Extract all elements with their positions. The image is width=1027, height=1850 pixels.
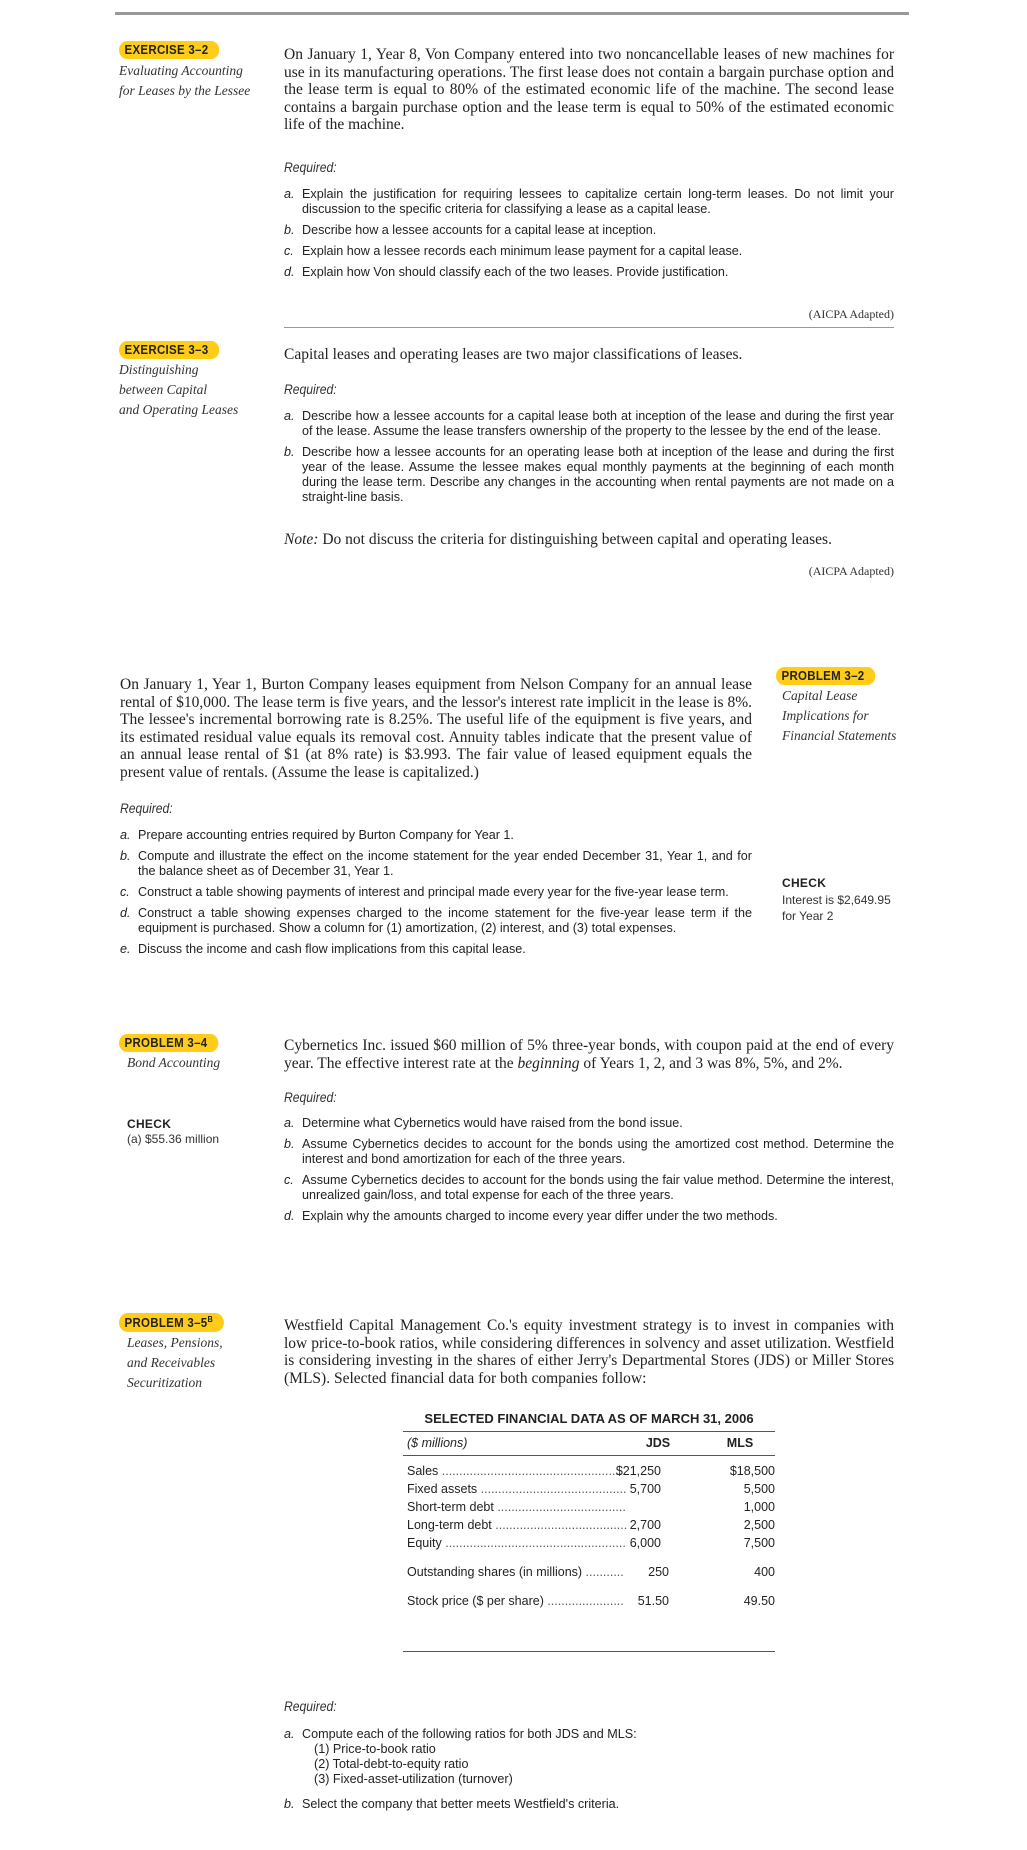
item-letter: c. bbox=[284, 1173, 294, 1187]
list-item bbox=[284, 1173, 894, 1203]
table-row bbox=[407, 1500, 779, 1518]
item-text: Describe how a lessee accounts for a capital lease both at inception of the lease and during the first year of the lease. Assume the lease transfers ownership of the property to the lessee by the end of the lease. bbox=[302, 409, 894, 438]
item-text: Assume Cybernetics decides to account for the bonds using the fair value method. Determine the interest, unrealized gain/loss, and total expense for each of the three years. bbox=[302, 1173, 894, 1202]
table-row bbox=[407, 1482, 779, 1500]
table-row bbox=[407, 1594, 779, 1612]
row-label: Equity ..... bbox=[407, 1536, 627, 1550]
subtitle-line: Implications for bbox=[782, 708, 869, 723]
cell-mls: 49.50 bbox=[743, 1594, 775, 1608]
check-label: CHECK bbox=[127, 1117, 172, 1131]
exercise-3-2-required: Required: bbox=[284, 160, 337, 175]
list-item bbox=[284, 445, 894, 505]
item-text: Compute and illustrate the effect on the income statement for the year ended December 31, Year 1, and for the balance sheet as of December 31, Year 1. bbox=[138, 849, 752, 878]
problem-3-2-check bbox=[782, 876, 932, 924]
table-row bbox=[407, 1518, 779, 1536]
cell-mls: 400 bbox=[754, 1565, 775, 1579]
cell-mls: 2,500 bbox=[743, 1518, 775, 1532]
financial-table-header bbox=[403, 1433, 775, 1455]
sub-item: (2) Total-debt-to-equity ratio bbox=[314, 1757, 469, 1771]
list-item bbox=[284, 1727, 894, 1787]
exercise-3-3-items bbox=[284, 409, 894, 511]
problem-3-2-required: Required: bbox=[120, 801, 173, 816]
exercise-3-3-sidebar bbox=[119, 341, 269, 420]
list-item bbox=[284, 244, 894, 259]
problem-3-2-tag: PROBLEM 3–2 bbox=[776, 667, 875, 685]
subtitle-line: and Operating Leases bbox=[119, 402, 239, 417]
cell-mls: $18,500 bbox=[729, 1464, 775, 1478]
table-row bbox=[407, 1464, 779, 1482]
financial-table-body bbox=[407, 1464, 775, 1644]
list-item bbox=[284, 1137, 894, 1167]
subtitle-line: Leases, Pensions, bbox=[127, 1335, 223, 1351]
item-text: Determine what Cybernetics would have raised from the bond issue. bbox=[302, 1116, 683, 1130]
item-letter: a. bbox=[120, 828, 131, 842]
cell-mls: 7,500 bbox=[743, 1536, 775, 1550]
table-unit: ($ millions) bbox=[407, 1436, 468, 1450]
list-item bbox=[120, 885, 752, 900]
item-text: Describe how a lessee accounts for a capital lease at inception. bbox=[302, 223, 657, 237]
problem-3-2-subtitle bbox=[782, 686, 936, 746]
item-text: Explain how a lessee records each minimum lease payment for a capital lease. bbox=[302, 244, 743, 258]
problem-3-5-items bbox=[284, 1727, 894, 1818]
problem-3-2-text: On January 1, Year 1, Burton Company leases equipment from Nelson Company for an annual lease rental of $10,000. The lease term is five years, and the lessor's interest rate implicit in the lease is 8%. The lessee's incremental borrowing rate is 8.25%. The useful life of the equipment is five years, and its estimated residual value equals its removal cost. Annuity tables indicate that the present value of an annual lease rental of $1 (at 8% rate) is $3.993. The fair value of leased equipment equals the present value of rentals. (Assume the lease is capitalized.) bbox=[120, 676, 752, 781]
check-label: CHECK bbox=[782, 876, 827, 890]
item-letter: a. bbox=[284, 1727, 295, 1741]
list-item bbox=[284, 187, 894, 217]
table-row bbox=[407, 1565, 779, 1583]
item-text: Prepare accounting entries required by Burton Company for Year 1. bbox=[138, 828, 514, 842]
exercise-3-2-tag: EXERCISE 3–2 bbox=[119, 41, 219, 59]
list-item bbox=[284, 1797, 894, 1812]
problem-3-5-tag bbox=[119, 1313, 224, 1332]
item-text: Construct a table showing payments of interest and principal made every year for the five-year lease term. bbox=[138, 885, 729, 899]
section-divider bbox=[284, 327, 894, 328]
text-emphasis: beginning bbox=[517, 1054, 580, 1072]
item-letter: d. bbox=[284, 1209, 295, 1223]
cell-mls: 5,500 bbox=[743, 1482, 775, 1496]
item-letter: d. bbox=[120, 906, 131, 920]
item-text: Explain the justification for requiring lessees to capitalize certain long-term leases. Do not limit your discussion to the specific criteria for classifying a lease as a capital lease. bbox=[302, 187, 894, 216]
item-letter: b. bbox=[284, 1137, 295, 1151]
exercise-3-2-text: On January 1, Year 8, Von Company entered into two noncancellable leases of new machines for use in its manufacturing operations. The first lease does not contain a bargain purchase option and the lease term is equal to 80% of the estimated economic life of the machine. The second lease contains a bargain purchase option and the lease term is equal to 50% of the estimated economic life of the machine. bbox=[284, 46, 894, 133]
item-text: Assume Cybernetics decides to account for the bonds using the amortized cost method. Determine the interest and bond amortization for each of the three years. bbox=[302, 1137, 894, 1166]
table-rule bbox=[403, 1431, 775, 1432]
exercise-3-3-required: Required: bbox=[284, 382, 337, 397]
text-part: of Years 1, 2, and 3 was 8%, 5%, and 2%. bbox=[579, 1054, 843, 1072]
subtitle-line: for Leases by the Lessee bbox=[119, 83, 251, 98]
row-label: Long-term debt ..... bbox=[407, 1518, 627, 1532]
column-header-jds: JDS bbox=[645, 1436, 671, 1450]
tag-text: PROBLEM 3–5 bbox=[124, 1316, 208, 1331]
table-row bbox=[407, 1536, 779, 1554]
item-letter: b. bbox=[284, 445, 295, 459]
exercise-3-3-source: (AICPA Adapted) bbox=[808, 564, 894, 578]
problem-3-4-subtitle: Bond Accounting bbox=[127, 1055, 221, 1070]
item-text: Construct a table showing expenses charged to the income statement for the five-year lease term if the equipment is purchased. Show a column for (1) amortization, (2) interest, and (3) total expenses. bbox=[138, 906, 752, 935]
table-rule bbox=[403, 1651, 775, 1652]
row-label: Stock price ($ per share) ..... bbox=[407, 1594, 623, 1608]
exercise-3-3-tag: EXERCISE 3–3 bbox=[119, 341, 219, 359]
row-label: Outstanding shares (in millions) ..... bbox=[407, 1565, 623, 1579]
subtitle-line: Securitization bbox=[127, 1375, 202, 1391]
row-label: Short-term debt ..... bbox=[407, 1500, 627, 1514]
sub-items bbox=[302, 1742, 894, 1787]
item-text: Describe how a lessee accounts for an operating lease both at inception of the lease and during the first year of the lease. Assume the lessee makes equal monthly payments at the beginning of each month during the lease term. Describe any changes in the accounting when rental payments are not made on a straight-line basis. bbox=[302, 445, 894, 504]
row-label: Sales ..... bbox=[407, 1464, 627, 1478]
financial-table-title: SELECTED FINANCIAL DATA AS OF MARCH 31, 2006 bbox=[424, 1411, 754, 1426]
problem-3-4-sidebar bbox=[119, 1034, 269, 1073]
cell-jds: 250 bbox=[648, 1565, 669, 1579]
top-rule bbox=[115, 12, 909, 15]
item-letter: c. bbox=[120, 885, 130, 899]
list-item bbox=[120, 906, 752, 936]
item-letter: a. bbox=[284, 187, 295, 201]
item-letter: b. bbox=[284, 1797, 295, 1811]
exercise-3-2-subtitle bbox=[119, 61, 269, 101]
subtitle-line: between Capital bbox=[119, 382, 208, 397]
exercise-3-2-source: (AICPA Adapted) bbox=[808, 307, 894, 321]
exercise-3-3-note bbox=[284, 531, 894, 549]
check-line: for Year 2 bbox=[782, 909, 834, 923]
problem-3-4-tag: PROBLEM 3–4 bbox=[119, 1034, 218, 1052]
exercise-3-2-sidebar bbox=[119, 41, 269, 101]
list-item bbox=[284, 223, 894, 238]
item-text: Select the company that better meets Westfield's criteria. bbox=[302, 1797, 620, 1811]
list-item bbox=[120, 942, 752, 957]
row-label: Fixed assets ..... bbox=[407, 1482, 627, 1496]
check-answer bbox=[782, 892, 932, 924]
tag-superscript: B bbox=[207, 1315, 214, 1324]
cell-jds: 6,000 bbox=[629, 1536, 661, 1550]
check-answer: (a) $55.36 million bbox=[127, 1132, 220, 1146]
problem-3-2-items bbox=[120, 828, 752, 963]
item-letter: a. bbox=[284, 409, 295, 423]
list-item bbox=[120, 849, 752, 879]
problem-3-4-required: Required: bbox=[284, 1090, 337, 1105]
list-item bbox=[284, 1209, 894, 1224]
table-rule bbox=[403, 1455, 775, 1456]
item-text: Explain how Von should classify each of the two leases. Provide justification. bbox=[302, 265, 729, 279]
exercise-3-2-items bbox=[284, 187, 894, 286]
column-header-mls: MLS bbox=[726, 1436, 754, 1450]
subtitle-line: Capital Lease bbox=[782, 688, 858, 703]
note-label: Note: bbox=[284, 531, 319, 548]
item-letter: c. bbox=[284, 244, 294, 258]
subtitle-line: Financial Statements bbox=[782, 728, 897, 743]
problem-3-5-required: Required: bbox=[284, 1699, 337, 1714]
subtitle-line: Distinguishing bbox=[119, 362, 199, 377]
problem-3-4-text bbox=[284, 1037, 894, 1072]
problem-3-5-text: Westfield Capital Management Co.'s equity investment strategy is to invest in companies with low price-to-book ratios, while considering differences in solvency and asset utilization. Westfield is considering investing in the shares of either Jerry's Departmental Stores (JDS) or Miller Stores (MLS). Selected financial data for both companies follow: bbox=[284, 1317, 894, 1387]
problem-3-2-sidebar bbox=[776, 667, 936, 746]
problem-3-5-sidebar bbox=[119, 1313, 269, 1393]
cell-jds: 51.50 bbox=[637, 1594, 669, 1608]
cell-jds: 5,700 bbox=[629, 1482, 661, 1496]
item-text: Discuss the income and cash flow implications from this capital lease. bbox=[138, 942, 526, 956]
item-text: Explain why the amounts charged to income every year differ under the two methods. bbox=[302, 1209, 778, 1223]
exercise-3-3-subtitle bbox=[119, 360, 269, 420]
sub-item: (1) Price-to-book ratio bbox=[314, 1742, 436, 1756]
cell-mls: 1,000 bbox=[743, 1500, 775, 1514]
sub-item: (3) Fixed-asset-utilization (turnover) bbox=[314, 1772, 513, 1786]
problem-3-4-items bbox=[284, 1116, 894, 1230]
subtitle-line: and Receivables bbox=[127, 1355, 216, 1371]
cell-jds: $21,250 bbox=[615, 1464, 661, 1478]
item-text: Compute each of the following ratios for both JDS and MLS: bbox=[302, 1727, 637, 1741]
subtitle-line: Evaluating Accounting bbox=[119, 63, 243, 78]
item-letter: e. bbox=[120, 942, 131, 956]
exercise-3-3-text: Capital leases and operating leases are two major classifications of leases. bbox=[284, 346, 743, 363]
check-line: Interest is $2,649.95 bbox=[782, 893, 891, 907]
problem-3-4-check bbox=[127, 1117, 277, 1147]
list-item bbox=[284, 265, 894, 280]
note-text: Do not discuss the criteria for distinguishing between capital and operating leases. bbox=[318, 531, 832, 548]
cell-jds: 2,700 bbox=[629, 1518, 661, 1532]
item-letter: b. bbox=[120, 849, 131, 863]
item-letter: b. bbox=[284, 223, 295, 237]
list-item bbox=[284, 1116, 894, 1131]
list-item bbox=[120, 828, 752, 843]
item-letter: d. bbox=[284, 265, 295, 279]
item-letter: a. bbox=[284, 1116, 295, 1130]
text-part: Cybernetics Inc. issued $60 million of 5% three-year bonds, with coupon paid at the end of every year. The effective interest rate at the bbox=[284, 1037, 894, 1072]
list-item bbox=[284, 409, 894, 439]
problem-3-5-subtitle bbox=[127, 1333, 269, 1393]
